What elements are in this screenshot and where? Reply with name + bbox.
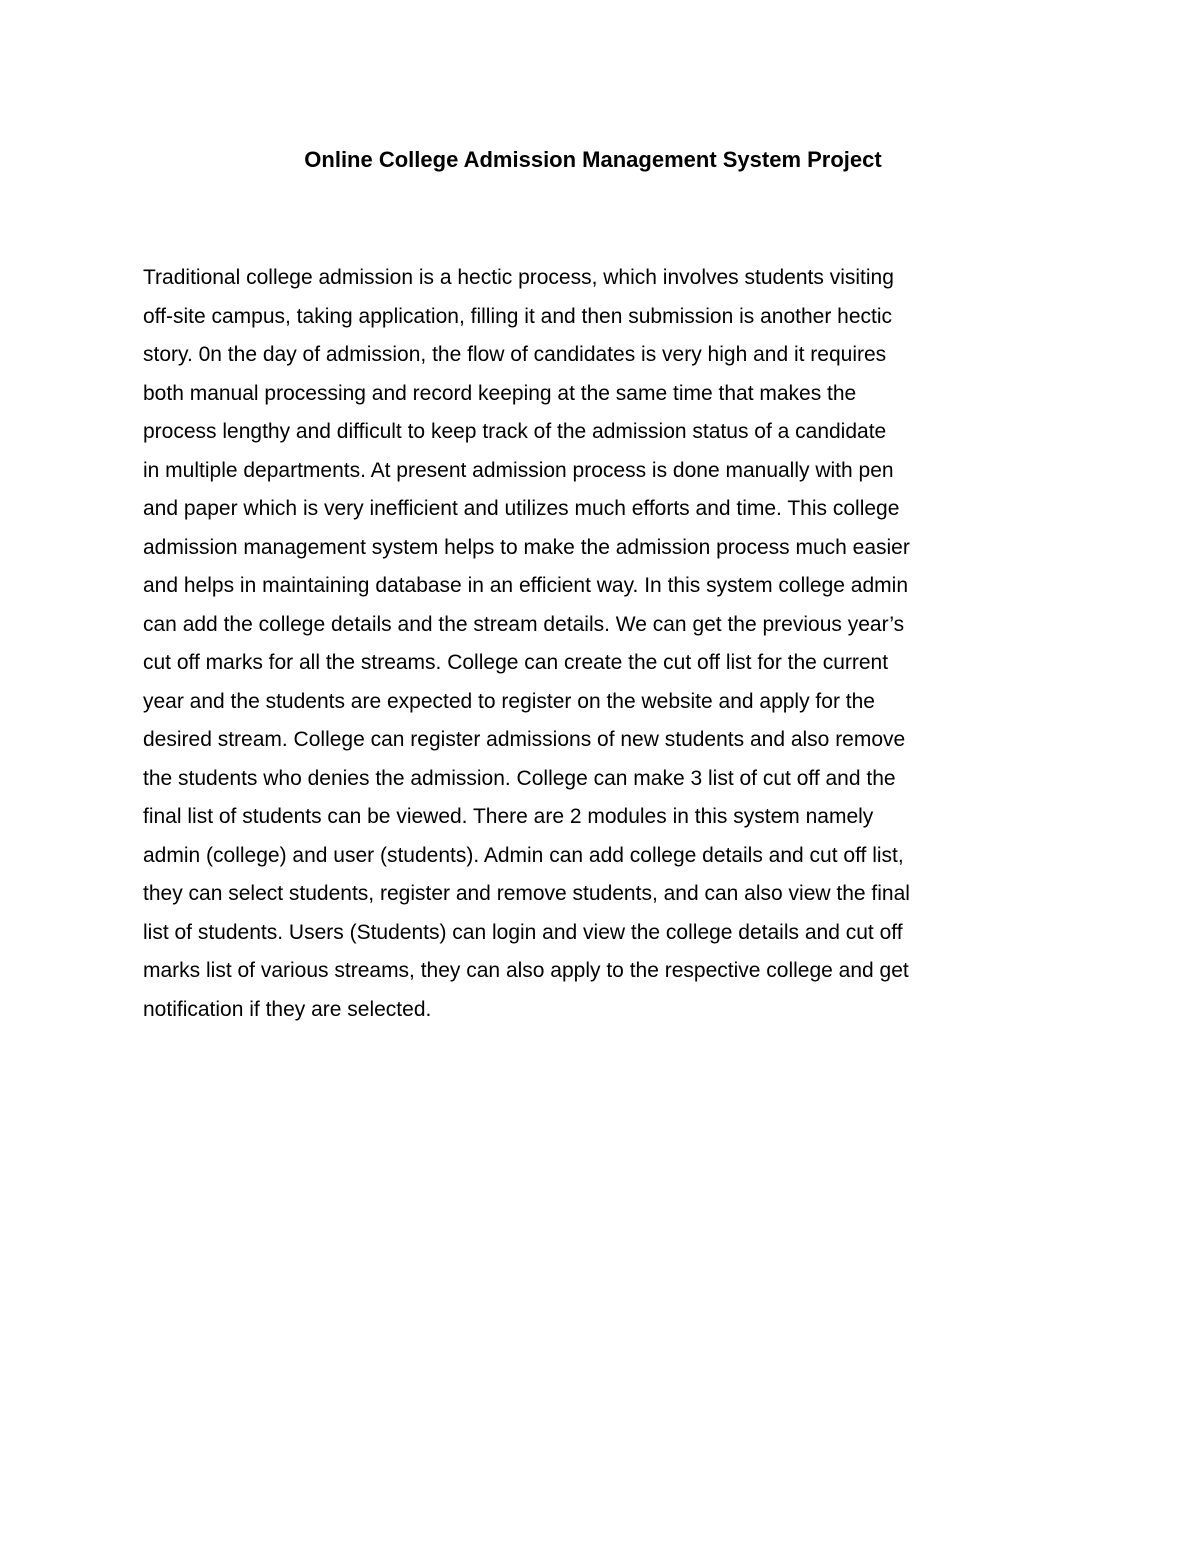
body-line: Traditional college admission is a hectic process, which involves students visiting bbox=[143, 266, 894, 289]
body-line: in multiple departments. At present admission process is done manually with pen bbox=[143, 458, 894, 482]
body-line: and paper which is very inefficient and utilizes much efforts and time. This college bbox=[143, 497, 900, 520]
body-line: admin (college) and user (students). Admin can add college details and cut off list, bbox=[143, 843, 904, 867]
body-line: both manual processing and record keeping at the same time that makes the bbox=[143, 381, 857, 405]
body-line: and helps in maintaining database in an efficient way. In this system college admin bbox=[143, 574, 909, 597]
body-line: cut off marks for all the streams. College can create the cut off list for the current bbox=[143, 651, 889, 674]
body-line: admission management system helps to make the admission process much easier bbox=[143, 535, 910, 559]
body-line: desired stream. College can register admissions of new students and also remove bbox=[143, 728, 906, 751]
body-line: list of students. Users (Students) can login and view the college details and cut off bbox=[143, 920, 903, 944]
body-line: marks list of various streams, they can also apply to the respective college and get bbox=[143, 959, 909, 982]
body-line: they can select students, register and remove students, and can also view the final bbox=[143, 882, 910, 905]
document-title: Online College Admission Management System Project bbox=[304, 147, 882, 172]
body-line: story. 0n the day of admission, the flow of candidates is very high and it requires bbox=[143, 343, 887, 366]
body-line: final list of students can be viewed. There are 2 modules in this system namely bbox=[143, 805, 874, 828]
document-body-paragraph bbox=[143, 259, 1083, 1029]
body-line: process lengthy and difficult to keep track of the admission status of a candidate bbox=[143, 420, 887, 443]
body-line: off-site campus, taking application, filling it and then submission is another hectic bbox=[143, 304, 893, 328]
body-line: notification if they are selected. bbox=[143, 997, 432, 1021]
body-line: the students who denies the admission. College can make 3 list of cut off and the bbox=[143, 766, 896, 790]
body-line: can add the college details and the stream details. We can get the previous year’s bbox=[143, 612, 905, 636]
body-line: year and the students are expected to register on the website and apply for the bbox=[143, 689, 875, 713]
